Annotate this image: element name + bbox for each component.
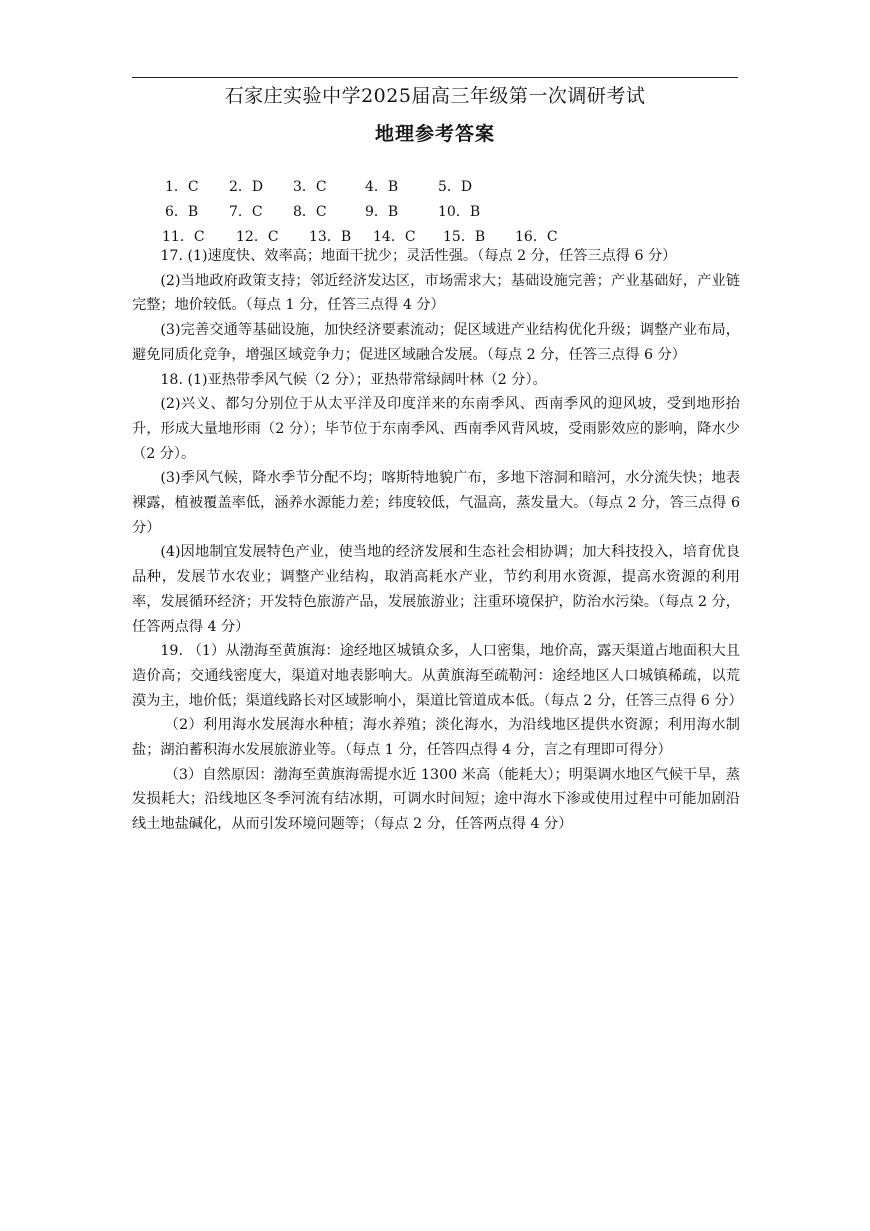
mc-item: 14．C — [373, 229, 416, 245]
mc-item: 6．B — [165, 204, 199, 220]
mc-item: 13．B — [309, 229, 352, 245]
mc-item: 4．B — [365, 179, 399, 195]
answer-paragraph-19-1: 19. （1）从渤海至黄旗海：途经地区城镇众多，人口密集，地价高，露天渠道占地面积大且造价高；交通线密度大，渠道对地表影响大。从黄旗海至疏勒河：途经地区人口城镇稀疏，以荒漠为主，地价低；渠道线路长对区域影响小，渠道比管道成本低。（每点 2 分，任答三点得 6 分） — [132, 643, 743, 709]
mc-item: 10．B — [438, 204, 481, 220]
mc-item: 3．C — [293, 179, 327, 195]
answer-paragraph-18-3: (3)季风气候，降水季节分配不均；喀斯特地貌广布，多地下溶洞和暗河，水分流失快；地表裸露，植被覆盖率低，涵养水源能力差；纬度较低，气温高，蒸发量大。（每点 2 分，答三点得 6 分） — [132, 470, 740, 536]
mc-item: 15．B — [443, 229, 486, 245]
mc-item: 16．C — [515, 229, 558, 245]
answer-paragraph-17-1: 17. (1)速度快、效率高；地面干扰少；灵活性强。（每点 2 分，任答三点得 6 分） — [160, 248, 677, 264]
mc-item: 5．D — [438, 179, 473, 195]
mc-item: 1．C — [165, 179, 199, 195]
mc-item: 9．B — [365, 204, 399, 220]
answer-paragraph-19-2: （2）利用海水发展海水种植；海水养殖；淡化海水，为沿线地区提供水资源；利用海水制盐；湖泊蓄积海水发展旅游业等。（每点 1 分，任答四点得 4 分，言之有理即可得分） — [132, 717, 740, 759]
answer-paragraph-19-3: （3）自然原因：渤海至黄旗海需提水近 1300 米高（能耗大）；明渠调水地区气候干旱，蒸发损耗大；沿线地区冬季河流有结冰期，可调水时间短；途中海水下渗或使用过程中可能加剧沿线土地盐碱化，从而引发环境问题等；（每点 2 分，任答两点得 4 分） — [132, 766, 740, 833]
mc-item: 7．C — [229, 204, 263, 220]
answer-paragraph-18-4: (4)因地制宜发展特色产业，使当地的经济发展和生态社会相协调；加大科技投入，培育优良品种，发展节水农业；调整产业结构，取消高耗水产业，节约利用水资源，提高水资源的利用率，发展循环经济；开发特色旅游产品，发展旅游业；注重环境保护，防治水污染。（每点 2 分，任答两点得 4 分） — [132, 544, 740, 635]
mc-item: 2．D — [229, 179, 264, 195]
constructed-response-answers — [132, 244, 743, 837]
answer-paragraph-18-1: 18. (1)亚热带季风气候（2 分）；亚热带常绿阔叶林（2 分）。 — [160, 371, 547, 388]
mc-item: 11．C — [162, 229, 205, 245]
exam-title: 石家庄实验中学2025届高三年级第一次调研考试 — [224, 85, 646, 107]
mc-item: 12．C — [236, 229, 279, 245]
answer-paragraph-18-2: (2)兴义、都匀分别位于从太平洋及印度洋来的东南季风、西南季风的迎风坡，受到地形抬升，形成大量地形雨（2 分）；毕节位于东南季风、西南季风背风坡，受雨影效应的影响，降水少（2 分）。 — [132, 396, 740, 462]
header-rule — [132, 77, 738, 78]
answer-paragraph-17-2: (2)当地政府政策支持；邻近经济发达区，市场需求大；基础设施完善；产业基础好，产业链完整；地价较低。（每点 1 分，任答三点得 4 分） — [132, 272, 740, 314]
mc-item: 8．C — [293, 204, 327, 220]
answer-key-title: 地理参考答案 — [374, 123, 495, 145]
answer-paragraph-17-3: (3)完善交通等基础设施，加快经济要素流动；促区域进产业结构优化升级；调整产业布局，避免同质化竞争，增强区域竞争力；促进区域融合发展。（每点 2 分，任答三点得 6 分） — [132, 322, 740, 363]
